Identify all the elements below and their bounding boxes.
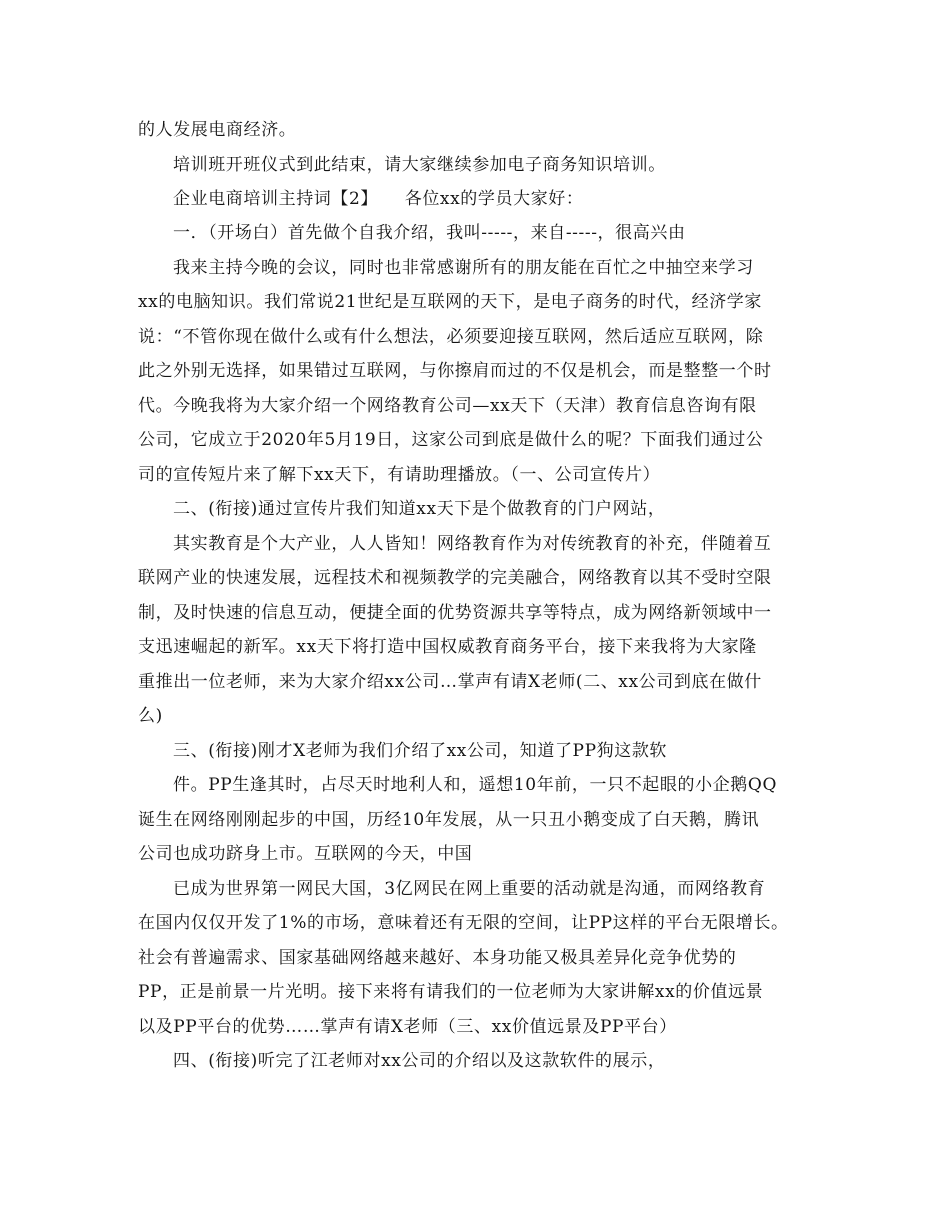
text-line: 一．（开场白）首先做个自我介绍，我叫-----，来自-----，很高兴由 (173, 223, 686, 243)
text-line: 重推出一位老师，来为大家介绍xx公司…掌声有请X老师(二、xx公司到底在做什 (138, 672, 762, 692)
text-line: 二、(衔接)通过宣传片我们知道xx天下是个做教育的门户网站， (173, 499, 666, 519)
text-line: 四、(衔接)听完了江老师对xx公司的介绍以及这款软件的展示， (173, 1051, 666, 1071)
text-line: 支迅速崛起的新军。xx天下将打造中国权威教育商务平台，接下来我将为大家隆 (138, 637, 757, 657)
text-line: 件。PP生逢其时，占尽天时地利人和，遥想10年前，一只不起眼的小企鹅QQ (173, 775, 777, 795)
text-line: 已成为世界第一网民大国，3亿网民在网上重要的活动就是沟通，而网络教育 (173, 879, 766, 899)
text-line: 其实教育是个大产业，人人皆知！网络教育作为对传统教育的补充，伴随着互 (173, 534, 772, 554)
text-line: 代。今晚我将为大家介绍一个网络教育公司—xx天下（天津）教育信息咨询有限 (138, 396, 757, 416)
text-line: 在国内仅仅开发了1%的市场，意味着还有无限的空间，让PP这样的平台无限增长。 (138, 913, 789, 933)
text-line: 培训班开班仪式到此结束，请大家继续参加电子商务知识培训。 (173, 155, 666, 175)
text-line: 司的宣传短片来了解下xx天下，有请助理播放。（一、公司宣传片） (138, 465, 661, 485)
text-line: 社会有普遍需求、国家基础网络越来越好、本身功能又极具差异化竞争优势的 (138, 948, 737, 968)
text-line: 三、(衔接)刚才X老师为我们介绍了xx公司，知道了PP狗这款软 (173, 741, 668, 761)
text-line: 联网产业的快速发展，远程技术和视频教学的完美融合，网络教育以其不受时空限 (138, 568, 772, 588)
text-line: 公司也成功跻身上市。互联网的今天，中国 (138, 844, 473, 864)
section-heading: 企业电商培训主持词【2】 各位xx的学员大家好： (173, 189, 584, 209)
text-line: xx的电脑知识。我们常说21世纪是互联网的天下，是电子商务的时代，经济学家 (138, 292, 763, 312)
text-line: 以及PP平台的优势……掌声有请X老师（三、xx价值远景及PP平台） (138, 1017, 677, 1037)
text-line: 公司，它成立于2020年5月19日，这家公司到底是做什么的呢？下面我们通过公 (138, 430, 764, 450)
text-line: 的人发展电商经济。 (138, 120, 297, 140)
text-line: 此之外别无选择，如果错过互联网，与你擦肩而过的不仅是机会，而是整整一个时 (138, 361, 772, 381)
text-line: 我来主持今晚的会议，同时也非常感谢所有的朋友能在百忙之中抽空来学习 (173, 258, 754, 278)
text-line: 说：“不管你现在做什么或有什么想法，必须要迎接互联网，然后适应互联网，除 (138, 327, 764, 347)
text-line: 诞生在网络刚刚起步的中国，历经10年发展，从一只丑小鹅变成了白天鹅，腾讯 (138, 810, 760, 830)
text-line: 么) (138, 706, 163, 726)
text-line: PP，正是前景一片光明。接下来将有请我们的一位老师为大家讲解xx的价值远景 (138, 982, 764, 1002)
text-line: 制，及时快速的信息互动，便捷全面的优势资源共享等特点，成为网络新领域中一 (138, 603, 772, 623)
